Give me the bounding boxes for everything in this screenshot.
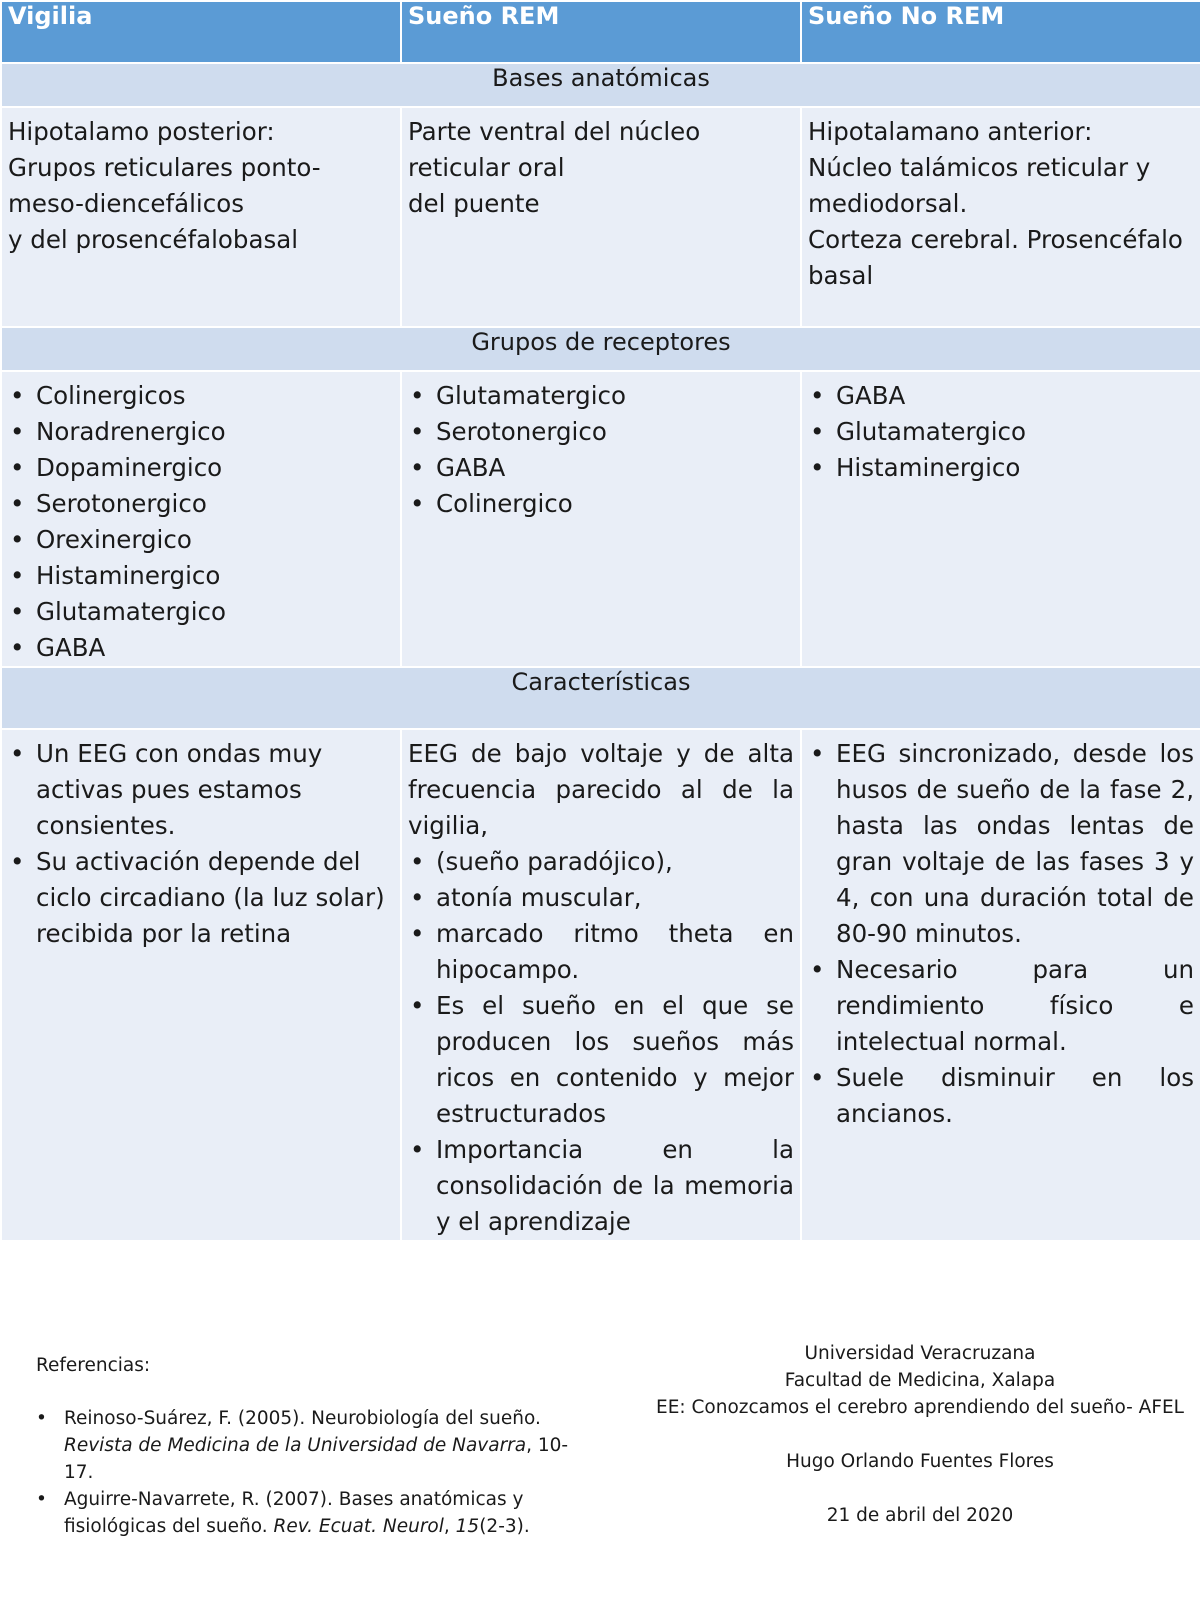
- list-item: • Colinergicos: [8, 378, 394, 414]
- bases-norem-cell: [801, 107, 1200, 327]
- receptores-norem-list: [808, 372, 1194, 486]
- caracteristicas-norem-list: [808, 730, 1194, 1132]
- header-norem: Sueño No REM: [801, 1, 1200, 63]
- references-block: [36, 1352, 576, 1540]
- header-rem: Sueño REM: [401, 1, 801, 63]
- reference-item: [36, 1405, 576, 1486]
- list-item: • Serotonergico: [408, 414, 794, 450]
- list-item: • Noradrenergico: [8, 414, 394, 450]
- reference-item: [36, 1486, 576, 1540]
- list-item: • Dopaminergico: [8, 450, 394, 486]
- reference-sep: ,: [443, 1516, 456, 1537]
- list-item: • GABA: [808, 378, 1194, 414]
- section-row-caracteristicas: [1, 667, 1200, 729]
- list-item: • Colinergico: [408, 486, 794, 522]
- bases-rem-text: Parte ventral del núcleo reticular oral del puente: [408, 117, 701, 218]
- list-item: • Un EEG con ondas muy activas pues estamos consientes.: [8, 736, 394, 844]
- reference-tail: (2-3).: [479, 1516, 530, 1537]
- list-item: • atonía muscular,: [408, 880, 794, 916]
- list-item: • Serotonergico: [8, 486, 394, 522]
- reference-volume: 15: [455, 1516, 480, 1537]
- receptores-vigilia-cell: [1, 371, 401, 667]
- caracteristicas-vigilia-cell: [1, 729, 401, 1241]
- receptores-rem-list: [408, 372, 794, 522]
- list-item: • GABA: [8, 630, 394, 666]
- credits-date: 21 de abril del 2020: [826, 1505, 1014, 1526]
- section-title-bases: Bases anatómicas: [1, 63, 1200, 107]
- credits-author: Hugo Orlando Fuentes Flores: [786, 1451, 1054, 1472]
- receptores-vigilia-list: [8, 372, 394, 666]
- header-vigilia: Vigilia: [1, 1, 401, 63]
- reference-tail: , 10-17.: [64, 1435, 569, 1483]
- list-item: • Suele disminuir en los ancianos.: [808, 1060, 1194, 1132]
- caracteristicas-rem-intro: EEG de bajo voltaje y de alta frecuencia parecido al de la vigilia,: [408, 739, 794, 840]
- row-bases: [1, 107, 1200, 327]
- list-item: • Importancia en la consolidación de la memoria y el aprendizaje: [408, 1132, 794, 1240]
- list-item: • Glutamatergico: [8, 594, 394, 630]
- list-item: • Necesario para un rendimiento físico e intelectual normal.: [808, 952, 1194, 1060]
- credits-university: Universidad Veracruzana: [804, 1343, 1036, 1364]
- list-item: • (sueño paradójico),: [408, 844, 794, 880]
- bases-vigilia-text: Hipotalamo posterior: Grupos reticulares ponto- meso-diencefálicos y del prosencéfalobasal: [8, 117, 321, 254]
- row-caracteristicas: [1, 729, 1200, 1241]
- section-title-receptores: Grupos de receptores: [1, 327, 1200, 371]
- caracteristicas-vigilia-list: [8, 730, 394, 952]
- section-title-caracteristicas: Características: [1, 667, 1200, 729]
- list-item: • Glutamatergico: [808, 414, 1194, 450]
- section-row-receptores: [1, 327, 1200, 371]
- row-receptores: [1, 371, 1200, 667]
- section-row-bases: [1, 63, 1200, 107]
- list-item: • Histaminergico: [8, 558, 394, 594]
- list-item: • Su activación depende del ciclo circadiano (la luz solar) recibida por la retina: [8, 844, 394, 952]
- list-item: • marcado ritmo theta en hipocampo.: [408, 916, 794, 988]
- bases-vigilia-cell: [1, 107, 401, 327]
- receptores-rem-cell: [401, 371, 801, 667]
- caracteristicas-rem-list: [408, 844, 794, 1240]
- header-row: [1, 1, 1200, 63]
- reference-lead: Reinoso-Suárez, F. (2005). Neurobiología del sueño.: [64, 1408, 541, 1429]
- list-item: • EEG sincronizado, desde los husos de sueño de la fase 2, hasta las ondas lentas de gran voltaje de las fases 3 y 4, con una duración total de 80-90 minutos.: [808, 736, 1194, 952]
- credits-course: EE: Conozcamos el cerebro aprendiendo del sueño- AFEL: [656, 1397, 1184, 1418]
- list-item: • Glutamatergico: [408, 378, 794, 414]
- reference-lead: Aguirre-Navarrete, R. (2007). Bases anatómicas y fisiológicas del sueño.: [64, 1489, 524, 1537]
- bases-rem-cell: [401, 107, 801, 327]
- credits-faculty: Facultad de Medicina, Xalapa: [784, 1370, 1056, 1391]
- list-item: • Orexinergico: [8, 522, 394, 558]
- caracteristicas-rem-cell: [401, 729, 801, 1241]
- list-item: • GABA: [408, 450, 794, 486]
- caracteristicas-norem-cell: [801, 729, 1200, 1241]
- credits-block: [640, 1340, 1200, 1529]
- reference-journal: Rev. Ecuat. Neurol: [273, 1516, 444, 1537]
- bases-norem-text: Hipotalamano anterior: Núcleo talámicos reticular y mediodorsal. Corteza cerebral. Prosencéfalo basal: [808, 117, 1183, 290]
- references-list: [36, 1405, 576, 1540]
- list-item: • Histaminergico: [808, 450, 1194, 486]
- references-title: Referencias:: [36, 1355, 151, 1376]
- list-item: • Es el sueño en el que se producen los sueños más ricos en contenido y mejor estructurados: [408, 988, 794, 1132]
- reference-journal: Revista de Medicina de la Universidad de Navarra: [64, 1435, 527, 1456]
- receptores-norem-cell: [801, 371, 1200, 667]
